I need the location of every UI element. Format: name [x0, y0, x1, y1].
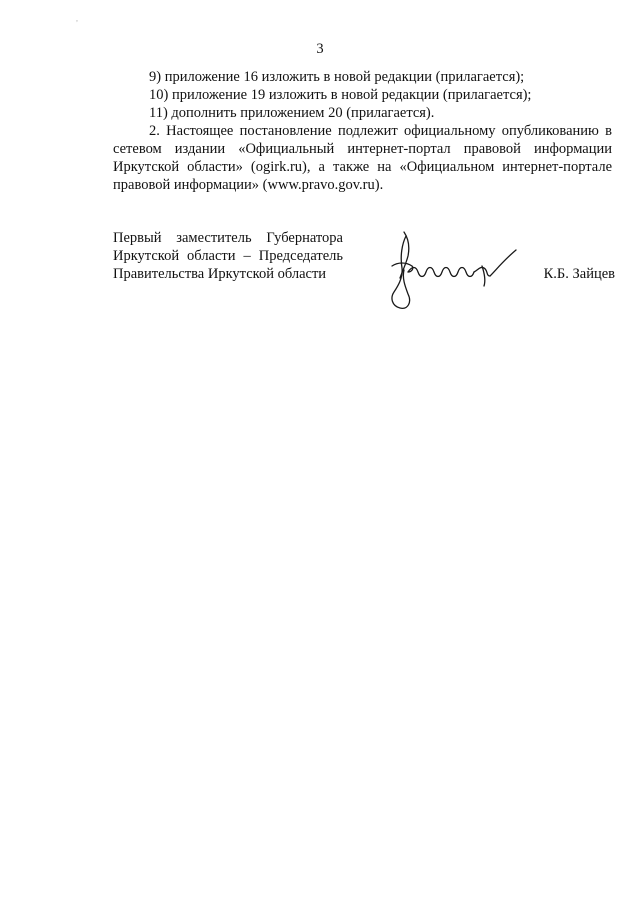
- handwritten-signature: [378, 226, 528, 316]
- list-item-10: 10) приложение 19 изложить в новой редакции (прилагается);: [149, 87, 532, 103]
- signer-title: [113, 229, 343, 283]
- scan-mark: ,: [76, 14, 78, 23]
- page-number: 3: [316, 41, 324, 57]
- signer-title-line-2: Иркутской области – Председатель: [113, 248, 343, 264]
- signer-title-line-1: Первый заместитель Губернатора: [113, 230, 343, 246]
- list-item-11: 11) дополнить приложением 20 (прилагается).: [149, 105, 435, 121]
- publication-paragraph: 2. Настоящее постановление подлежит официальному опубликованию в сетевом издании «Официальный интернет-портал правовой информации Иркутской области» (ogirk.ru), а также на «Официальном интернет-портале правовой информации» (www.pravo.gov.ru).: [113, 123, 612, 193]
- signer-title-line-3: Правительства Иркутской области: [113, 266, 327, 282]
- list-item-9: 9) приложение 16 изложить в новой редакции (прилагается);: [149, 69, 525, 85]
- signer-name: К.Б. Зайцев: [543, 266, 615, 282]
- document-body: [113, 68, 612, 194]
